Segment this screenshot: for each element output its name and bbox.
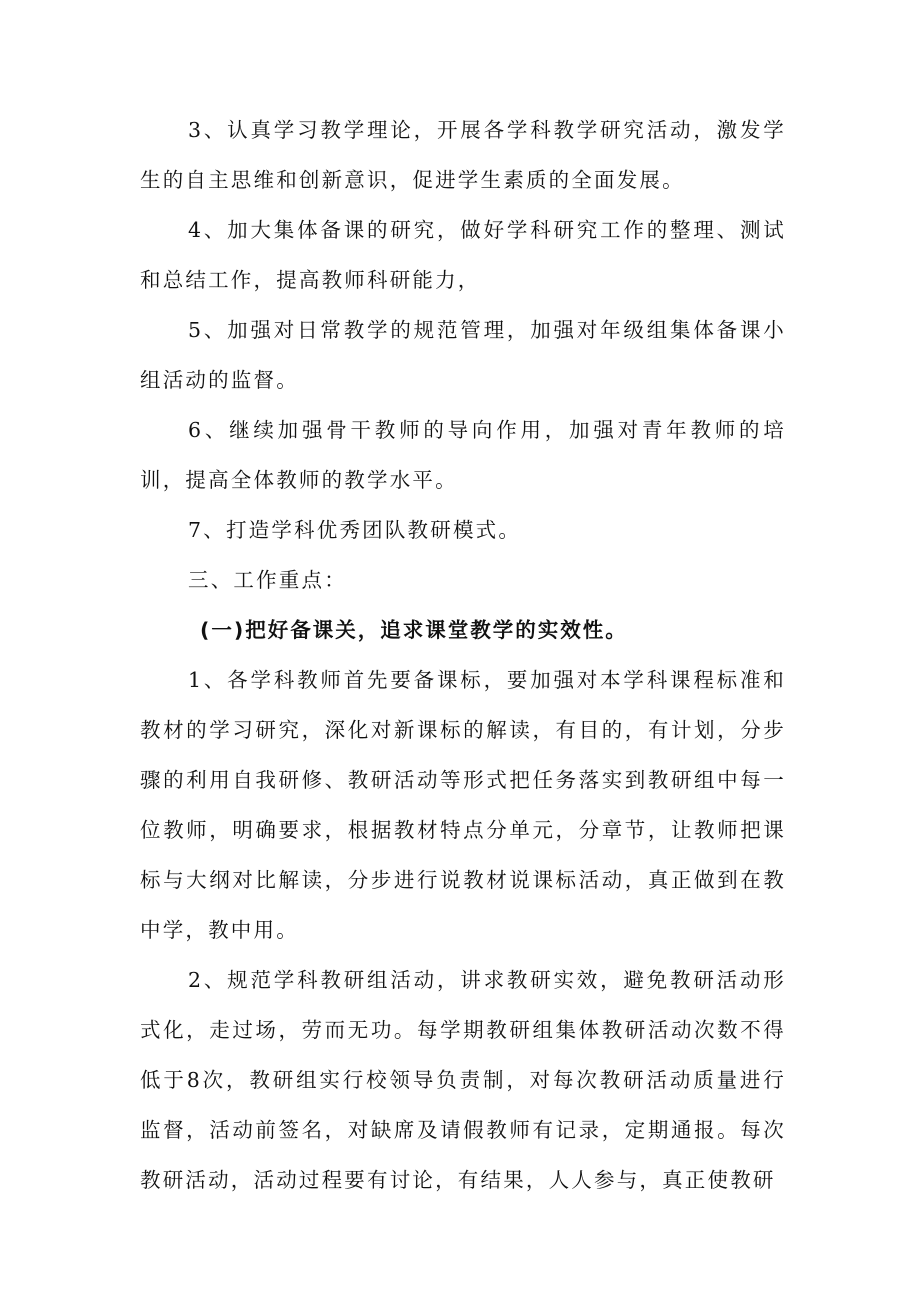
document-page: [140, 105, 786, 1205]
section-item-2: 2、规范学科教研组活动，讲求教研实效，避免教研活动形式化，走过场，劳而无功。每学期教研组集体教研活动次数不得低于8次，教研组实行校领导负责制，对每次教研活动质量进行监督，活动前签名，对缺席及请假教师有记录，定期通报。每次教研活动，活动过程要有讨论，有结果，人人参与，真正使教研: [140, 968, 786, 1192]
paragraph-5: 5、加强对日常教学的规范管理，加强对年级组集体备课小组活动的监督。: [140, 318, 786, 392]
section-item-1: 1、各学科教师首先要备课标，要加强对本学科课程标准和教材的学习研究，深化对新课标的解读，有目的，有计划，分步骤的利用自我研修、教研活动等形式把任务落实到教研组中每一位教师，明确要求，根据教材特点分单元，分章节，让教师把课标与大纲对比解读，分步进行说教材说课标活动，真正做到在教中学，教中用。: [140, 668, 786, 942]
section-subheading: (一)把好备课关，追求课堂教学的实效性。: [200, 618, 628, 642]
paragraph-4: 4、加大集体备课的研究，做好学科研究工作的整理、测试和总结工作，提高教师科研能力，: [140, 218, 786, 292]
paragraph-7: 7、打造学科优秀团队教研模式。: [188, 518, 522, 542]
paragraph-6: 6、继续加强骨干教师的导向作用，加强对青年教师的培训，提高全体教师的教学水平。: [140, 418, 786, 492]
paragraph-3: 3、认真学习教学理论，开展各学科教学研究活动，激发学生的自主思维和创新意识，促进学生素质的全面发展。: [140, 118, 786, 192]
section-heading: 三、工作重点：: [188, 568, 347, 592]
